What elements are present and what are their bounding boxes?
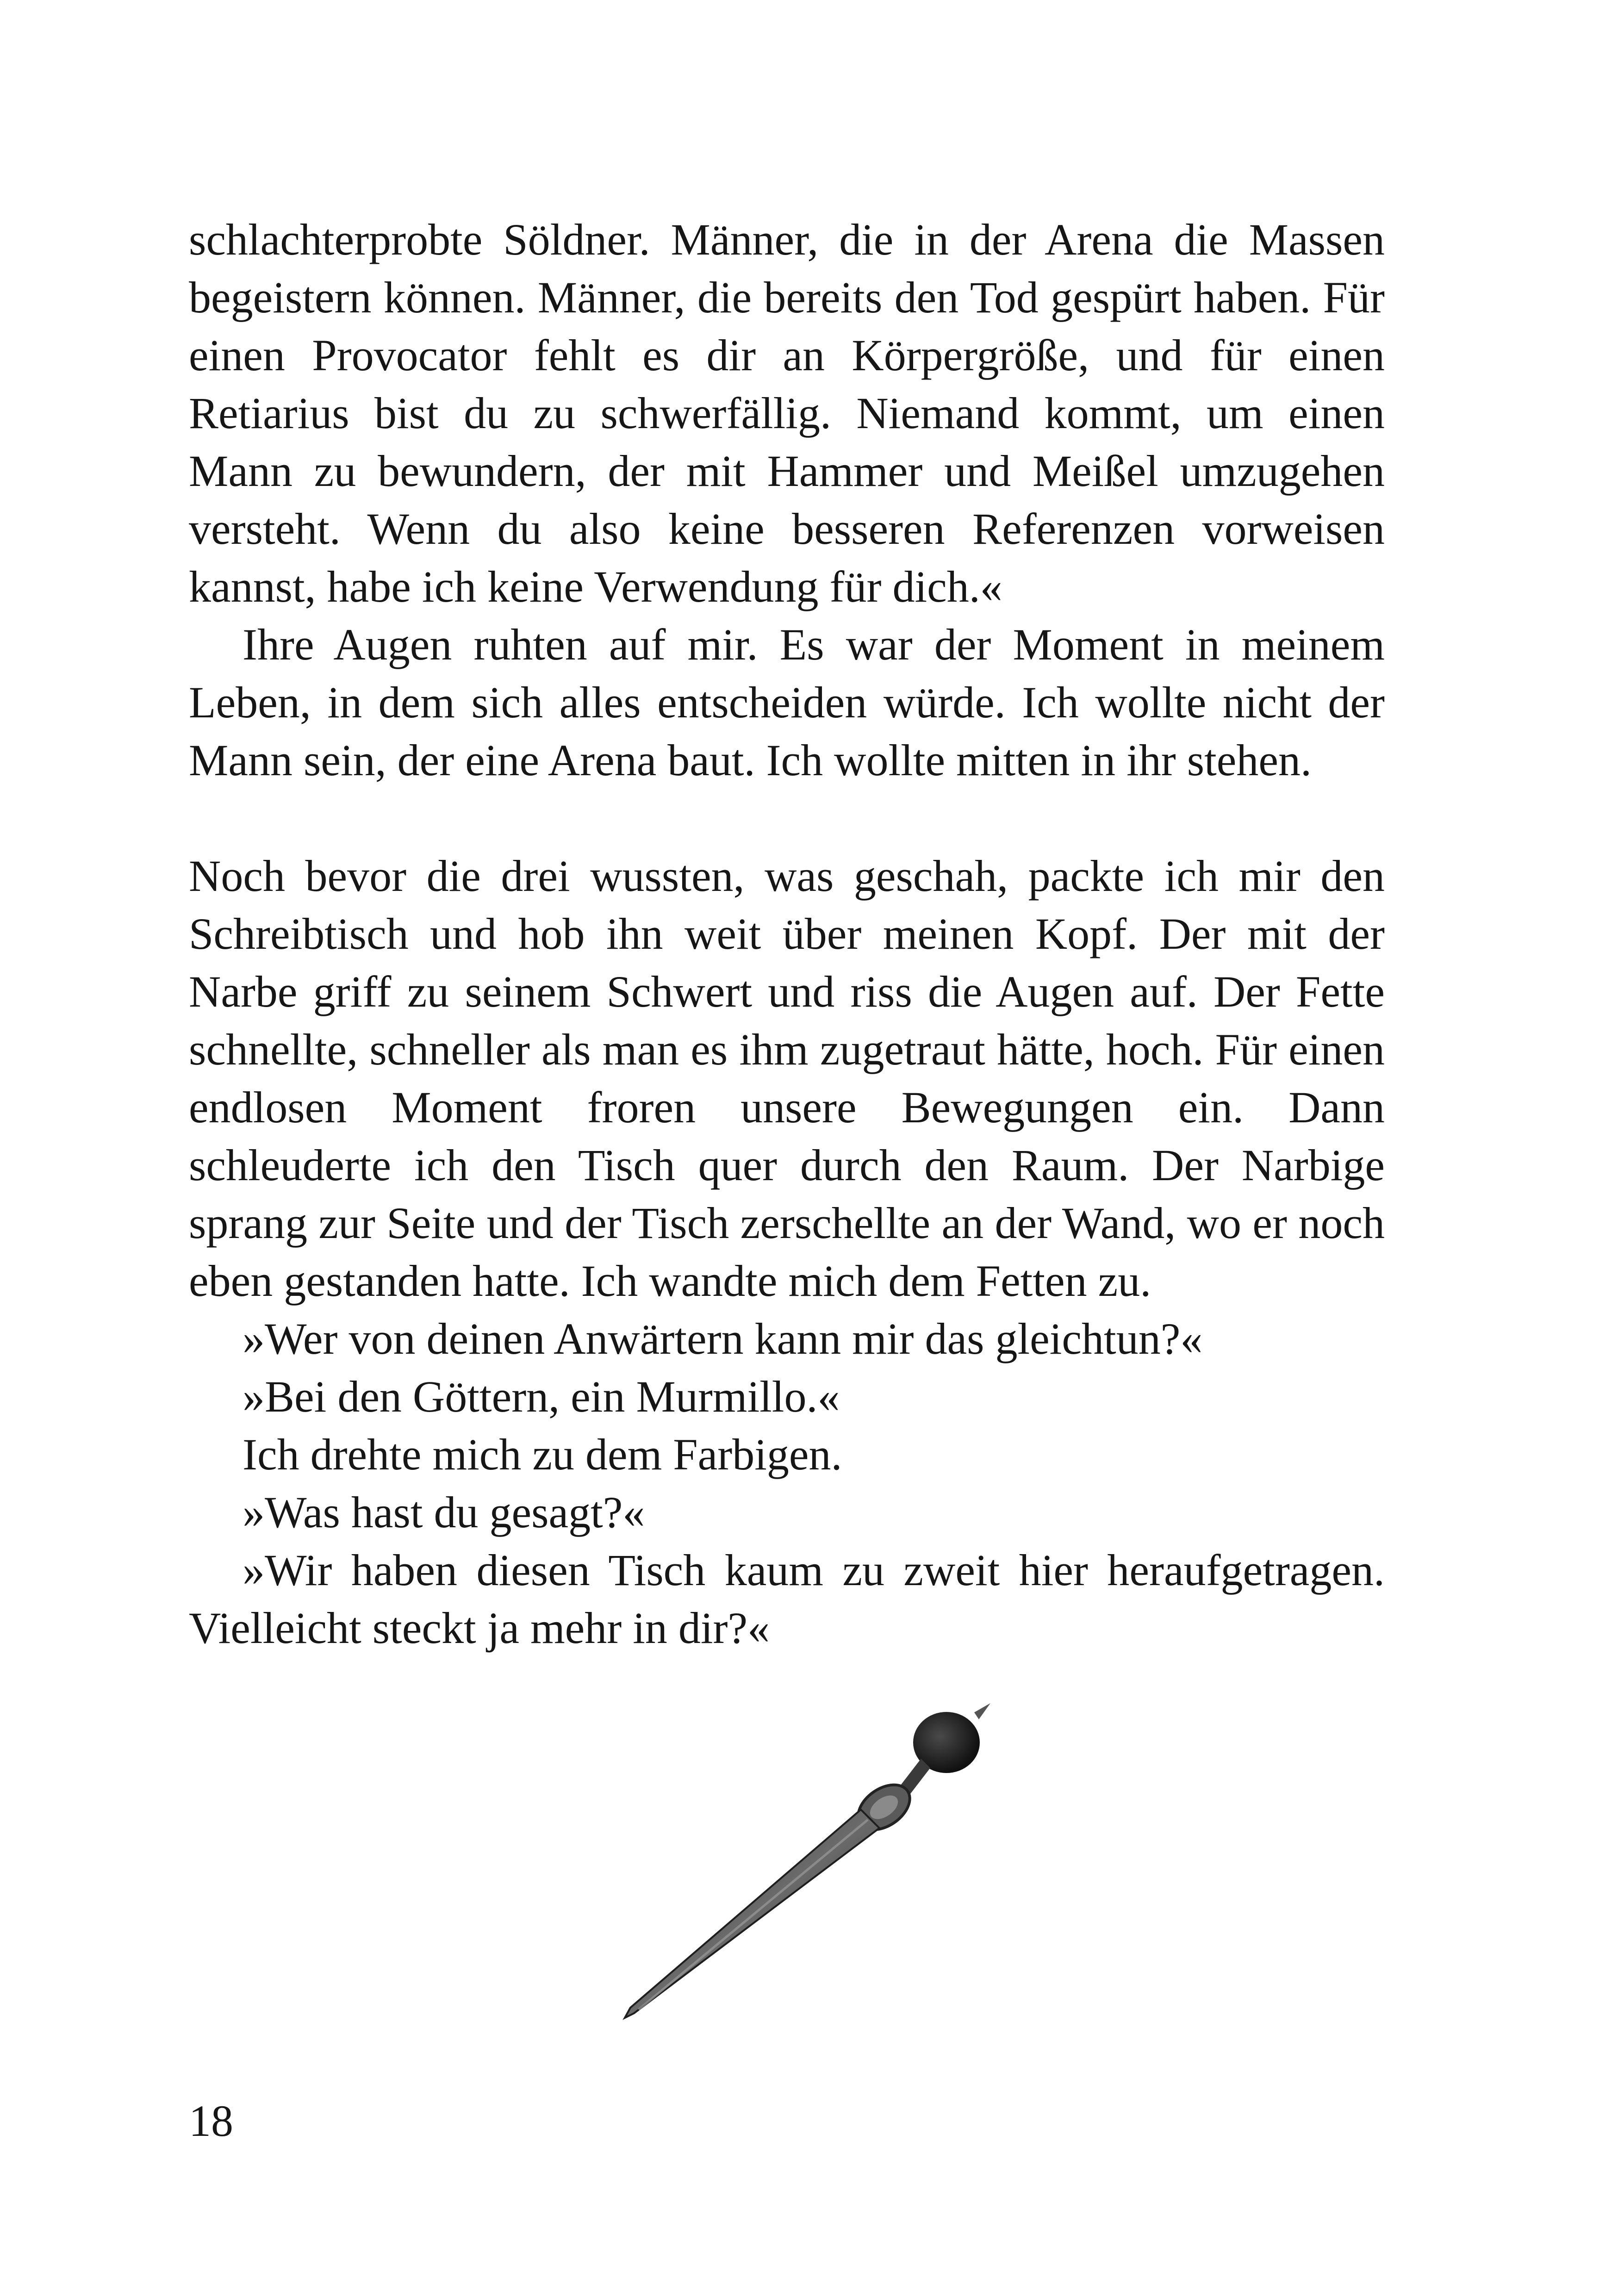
dialogue-line: »Bei den Göttern, ein Murmillo.«	[243, 1372, 840, 1421]
dialogue-line: »Was hast du gesagt?«	[243, 1487, 645, 1537]
paragraph: Ich drehte mich zu dem Farbigen.	[243, 1430, 842, 1479]
page-number: 18	[189, 2096, 233, 2146]
paragraph: Ihre Augen ruhten auf mir. Es war der Moment in meinem Leben, in dem sich alles entscheiden würde. Ich wollte nicht der Mann sein, der eine Arena baut. Ich wollte mitten in ihr stehen.	[189, 620, 1385, 785]
dialogue-line: »Wer von deinen Anwärtern kann mir das gleichtun?«	[243, 1314, 1203, 1363]
dialogue-line: »Wir haben diesen Tisch kaum zu zweit hier heraufgetragen. Vielleicht steckt ja mehr in dir?«	[189, 1545, 1385, 1653]
paragraph: Noch bevor die drei wussten, was geschah, packte ich mir den Schreibtisch und hob ihn weit über meinen Kopf. Der mit der Narbe griff zu seinem Schwert und riss die Augen auf. Der Fette schnellte, schneller als man es ihm zugetraut hätte, hoch. Für einen endlosen Moment froren unsere Bewegungen ein. Dann schleuderte ich den Tisch quer durch den Raum. Der Narbige sprang zur Seite und der Tisch zerschellte an der Wand, wo er noch eben gestanden hatte. Ich wandte mich dem Fetten zu.	[189, 851, 1385, 1306]
paragraph: schlachterprobte Söldner. Männer, die in der Arena die Massen begeistern können. Männer, die bereits den Tod gespürt haben. Für einen Provocator fehlt es dir an Körpergröße, und für einen Retiarius bist du zu schwerfällig. Niemand kommt, um einen Mann zu bewundern, der mit Hammer und Meißel umzugehen versteht. Wenn du also keine besseren Referenzen vorweisen kannst, habe ich keine Verwendung für dich.«	[189, 215, 1385, 611]
sword-icon	[602, 1699, 1018, 2032]
body-text	[189, 211, 1385, 1657]
